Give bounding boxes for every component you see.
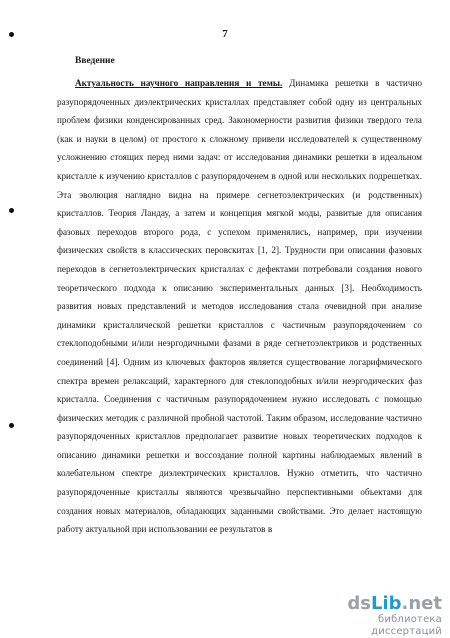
text-line: разупорядоченные кристаллы являются чрезвычайно перспективными объектами для bbox=[57, 487, 422, 498]
text-line: развития новых представлений и методов исследования стала очевидной при анализе bbox=[57, 301, 422, 312]
page-number: 7 bbox=[222, 28, 228, 40]
text-line: кристалла. Соединения с частичным разупорядочением нужно исследовать с помощью bbox=[57, 394, 422, 405]
text-line: описанию динамики решетки и воссоздание полной картины наблюдаемых явлений в bbox=[57, 449, 422, 460]
text-line: разупорядоченных диэлектрических кристаллах представляет собой одну из центральных bbox=[57, 96, 422, 107]
text-line: фазовых переходов второго рода, с успехом применялись, например, при изучении bbox=[57, 226, 422, 237]
text-line: Актуальность научного направления и темы. Динамика решетки в частично bbox=[75, 78, 422, 88]
text-line: динамики кристаллической решетки кристаллов с частичным разупорядочением со bbox=[57, 319, 422, 330]
text-line: проблем физики конденсированных сред. Закономерности развития физики твердого тела bbox=[57, 115, 422, 126]
text-line: создания новых материалов, обладающих заданными свойствами. Это делает настоящую bbox=[57, 505, 422, 516]
scan-mark-bottom bbox=[9, 423, 14, 428]
text-line: кристалле к изучению кристаллов с разупорядоченем в одной или нескольких подрешетках. bbox=[57, 170, 422, 181]
lead-phrase: Актуальность научного направления и темы. bbox=[75, 78, 283, 88]
text-line: разупорядоченных кристаллов предполагает развитие новых теоретических подходов к bbox=[57, 431, 422, 442]
text-line: работу актуальной при использовании ее результатов в bbox=[57, 524, 273, 535]
dslib-subtitle: библиотека диссертаций bbox=[371, 614, 442, 637]
text-line: усложнению стоящих перед ними задач: от исследования динамики решетки в идеальном bbox=[57, 152, 422, 163]
text-line: теоретического подхода к описанию экспериментальных данных [3]. Необходимость bbox=[57, 282, 422, 293]
text-line: Эта эволюция наглядно видна на примере сегнетоэлектрических (и родственных) bbox=[57, 189, 422, 200]
dslib-logo: dsLib.net bbox=[347, 593, 442, 614]
text-line: физических методик с различной пробной частотой. Таким образом, исследование частично bbox=[57, 412, 422, 423]
dslib-watermark[interactable] bbox=[328, 593, 442, 637]
body-paragraph bbox=[57, 74, 422, 539]
text-line: соединений [4]. Одним из ключевых факторов является существование логарифмического bbox=[57, 356, 422, 367]
text-line: (как и науки в целом) от простого к сложному привели исследователей к существенному bbox=[57, 133, 422, 144]
scan-mark-middle bbox=[9, 208, 14, 213]
text-line: стеклоподобными и/или неэргодичными фазами в ряде сегнетоэлектриков и родственных bbox=[57, 338, 422, 349]
text-line: кристаллов. Теория Ландау, а затем и концепция мягкой моды, развитые для описания bbox=[57, 208, 422, 219]
text-line: переходов в сегнетоэлектрических кристаллах с дефектами потребовали создания нового bbox=[57, 263, 422, 274]
text-line: спектра времен релаксаций, характерного для стеклоподобных и/или неэргодических фаз bbox=[57, 375, 422, 386]
text-line: физических свойств в классических перовскитах [1, 2]. Трудности при описании фазовых bbox=[57, 245, 422, 256]
section-heading: Введение bbox=[75, 56, 115, 66]
text-line: колебательном спектре диэлектрических кристаллов. Нужно отметить, что частично bbox=[57, 468, 422, 479]
